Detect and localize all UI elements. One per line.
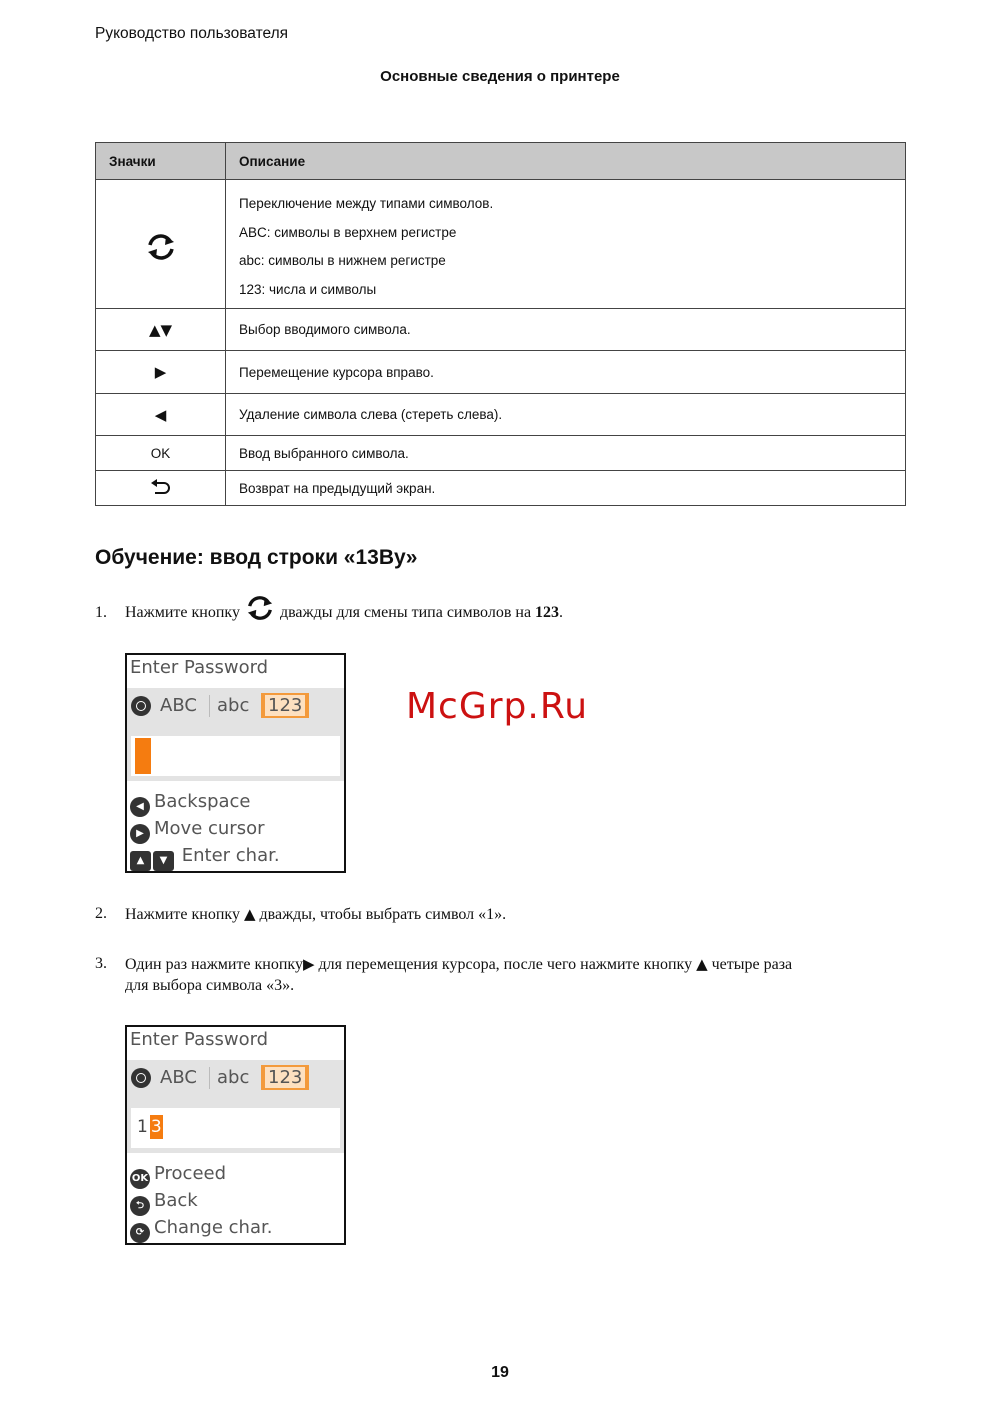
char-type-tabs <box>127 1060 344 1105</box>
sync-button-icon: ⟳ <box>130 1223 150 1243</box>
row-description: Удаление символа слева (стереть слева). <box>226 394 906 436</box>
option-label: Move cursor <box>154 818 265 839</box>
option-label: Change char. <box>154 1217 273 1238</box>
tab-numbers-selected <box>261 1065 309 1090</box>
screen-title: Enter Password <box>130 1029 269 1050</box>
tab-numbers-selected <box>261 693 309 718</box>
option-backspace <box>130 791 251 817</box>
table-row <box>96 436 906 471</box>
tab-uppercase: ABC <box>160 1067 197 1088</box>
step-number: 1. <box>95 604 107 621</box>
step-text: для перемещения курсора, после чего нажмите кнопку <box>318 956 693 973</box>
right-arrow-icon: ▶ <box>302 955 315 973</box>
step-text: Нажмите кнопку <box>125 604 240 621</box>
step-emphasis: 123 <box>535 604 560 621</box>
row-desc-line: abc: символы в нижнем регистре <box>239 253 446 268</box>
tutorial-heading: Обучение: ввод строки «13By» <box>95 546 418 569</box>
down-button-icon: ▼ <box>153 851 174 871</box>
option-back <box>130 1190 198 1216</box>
step-text: дважды, чтобы выбрать символ «1». <box>259 906 507 923</box>
tab-uppercase: ABC <box>160 695 197 716</box>
row-description: Ввод выбранного символа. <box>226 436 906 471</box>
row-description: Выбор вводимого символа. <box>226 309 906 351</box>
up-arrow-icon: ▲ <box>243 905 256 923</box>
printer-screen-1 <box>125 653 346 873</box>
step-text: четыре раза <box>711 956 793 973</box>
step-1 <box>95 604 915 630</box>
up-button-icon: ▲ <box>130 851 151 871</box>
step-3 <box>95 955 915 1005</box>
tab-lowercase: abc <box>217 1067 250 1088</box>
column-header-description: Описание <box>226 143 906 180</box>
left-arrow-icon: ◀ <box>154 405 167 424</box>
step-text: . <box>559 604 564 621</box>
row-desc-line: 123: числа и символы <box>239 281 377 297</box>
step-text: Один раз нажмите кнопку <box>125 956 303 973</box>
password-value <box>137 1115 163 1139</box>
right-arrow-icon: ▶ <box>154 363 167 381</box>
option-label: Back <box>154 1190 198 1211</box>
back-arrow-icon <box>150 479 172 495</box>
tab-numbers-label: 123 <box>265 695 305 716</box>
step-text: Нажмите кнопку <box>125 906 240 923</box>
password-input <box>131 736 340 776</box>
column-header-icons: Значки <box>96 143 226 180</box>
sync-icon <box>144 232 178 262</box>
right-button-icon: ▶ <box>130 824 150 844</box>
tab-lowercase: abc <box>217 695 250 716</box>
row-description: Возврат на предыдущий экран. <box>226 471 906 506</box>
text-cursor <box>135 738 151 774</box>
document-title: Руководство пользователя <box>95 25 289 42</box>
table-row <box>96 394 906 436</box>
screen-title: Enter Password <box>130 657 269 678</box>
watermark: McGrp.Ru <box>406 686 589 727</box>
char-type-tabs <box>127 688 344 733</box>
table-row <box>96 309 906 351</box>
step-text: для выбора символа «3». <box>125 977 295 994</box>
back-button-icon: ⮌ <box>130 1196 150 1216</box>
cursor-char: 3 <box>150 1117 162 1137</box>
section-title: Основные сведения о принтере <box>380 68 620 85</box>
option-move-cursor <box>130 818 265 844</box>
tab-separator <box>209 695 210 717</box>
entered-text: 1 <box>137 1117 148 1137</box>
left-button-icon: ◀ <box>130 797 150 817</box>
row-desc-line: ABC: символы в верхнем регистре <box>239 224 457 240</box>
step-text: дважды для смены типа символов на <box>279 604 532 621</box>
table-row <box>96 180 906 309</box>
ok-button-icon: OK <box>130 1169 150 1189</box>
tab-numbers-label: 123 <box>265 1067 305 1088</box>
page-number: 19 <box>491 1364 509 1381</box>
sync-button-icon <box>131 696 151 716</box>
tab-separator <box>209 1067 210 1089</box>
sync-icon <box>244 594 276 622</box>
option-label: Backspace <box>154 791 251 812</box>
table-row <box>96 471 906 506</box>
printer-screen-2 <box>125 1025 346 1245</box>
step-number: 3. <box>95 955 107 972</box>
row-desc-line: Переключение между типами символов. <box>239 196 494 211</box>
option-enter-char <box>130 845 280 871</box>
option-label: Proceed <box>154 1163 227 1184</box>
ok-label: OK <box>96 436 226 471</box>
icons-table <box>95 142 906 506</box>
up-arrow-icon: ▲ <box>696 955 708 973</box>
option-change-char <box>130 1217 272 1243</box>
sync-button-icon <box>131 1068 151 1088</box>
option-label: Enter char. <box>181 845 280 866</box>
step-number: 2. <box>95 905 107 922</box>
row-description: Перемещение курсора вправо. <box>226 351 906 394</box>
table-row <box>96 351 906 394</box>
up-down-arrows-icon: ▲▼ <box>148 320 173 339</box>
option-proceed <box>130 1163 226 1189</box>
step-2 <box>95 905 915 929</box>
